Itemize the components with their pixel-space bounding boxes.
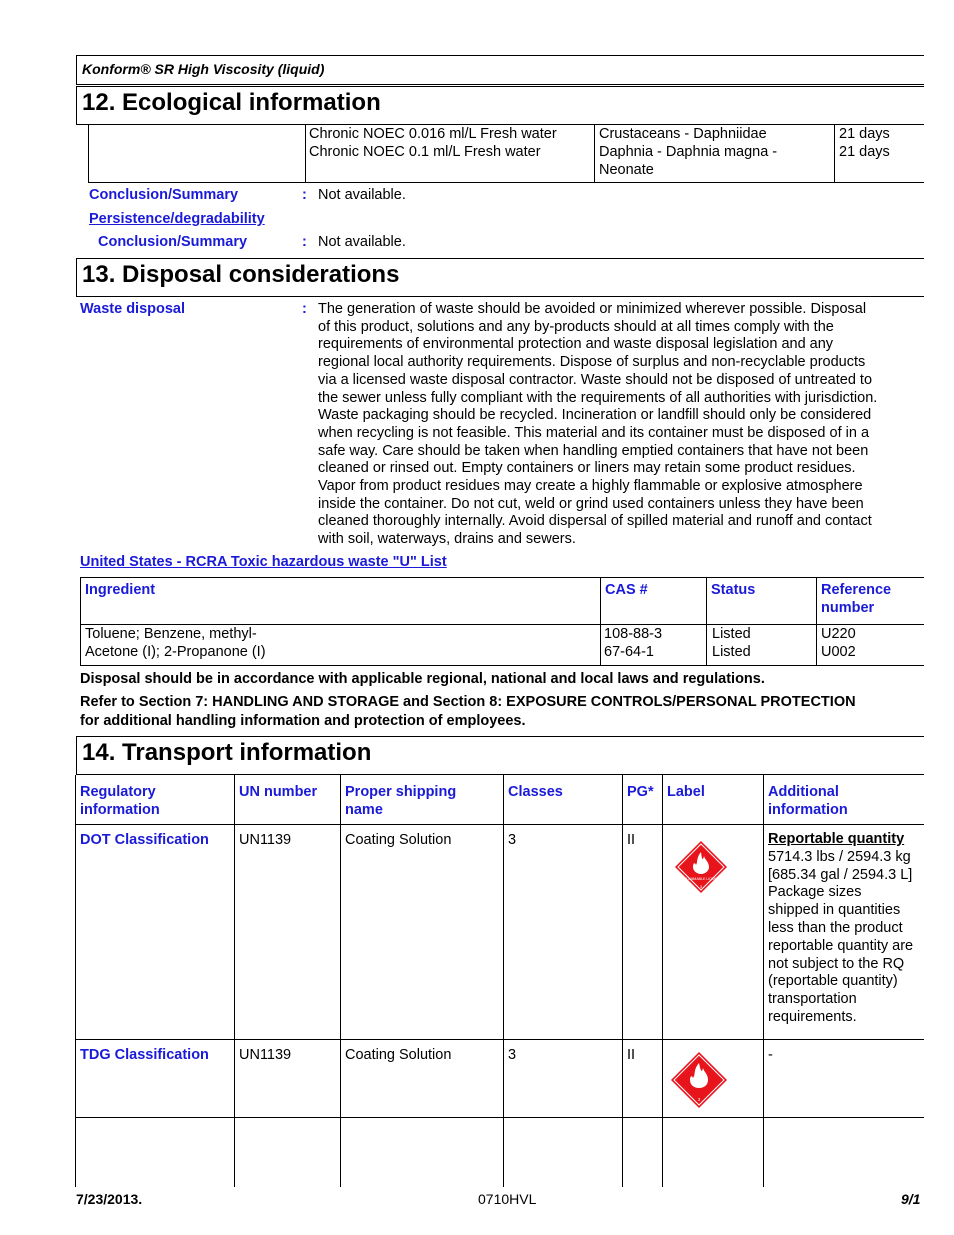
rcra-list-title: United States - RCRA Toxic hazardous waste "U" List [80, 554, 447, 570]
persistence-conclusion-value: Not available. [318, 234, 406, 250]
transport-header-label: Label [667, 784, 705, 800]
product-header [76, 55, 924, 85]
persistence-label: Persistence/degradability [89, 211, 265, 227]
waste-disposal-label: Waste disposal [80, 301, 186, 317]
transport-header-classes: Classes [508, 784, 563, 800]
colon: : [302, 234, 307, 250]
tdg-additional: - [768, 1047, 773, 1063]
rcra-header-ingredient: Ingredient [85, 582, 156, 598]
rcra-cas: 108-88-3 67-64-1 [604, 626, 663, 660]
dot-classes: 3 [508, 832, 517, 848]
transport-header-regulatory: Regulatory information [80, 784, 160, 818]
dot-additional: Reportable quantity 5714.3 lbs / 2594.3 kg [685.34 gal / 2594.3 L] Package sizes shipped in quantities less than the product reportable quantity are not subject to the RQ (reportable quantity) transportation requirements. [768, 831, 914, 1025]
transport-header-additional: Additional information [768, 784, 848, 818]
tdg-classification: TDG Classification [80, 1047, 209, 1063]
tdg-psn: Coating Solution [345, 1047, 452, 1063]
dot-classification: DOT Classification [80, 832, 209, 848]
tdg-classes: 3 [508, 1047, 517, 1063]
rcra-status: Listed Listed [712, 626, 751, 660]
conclusion-value: Not available. [318, 187, 406, 203]
section-13-title: 13. Disposal considerations [76, 258, 924, 297]
rcra-header-cas: CAS # [605, 582, 648, 598]
colon: : [302, 187, 307, 203]
svg-text:3: 3 [699, 884, 703, 889]
svg-text:FLAMMABLE LIQUID: FLAMMABLE LIQUID [684, 877, 718, 881]
eco-result: Chronic NOEC 0.016 ml/L Fresh water Chronic NOEC 0.1 ml/L Fresh water [309, 126, 557, 160]
section-12-title: 12. Ecological information [76, 86, 924, 125]
flammable-class3-icon [670, 1051, 728, 1109]
section-14-title: 14. Transport information [76, 736, 924, 775]
eco-exposure: 21 days 21 days [839, 126, 890, 160]
dot-pg: II [627, 832, 636, 848]
transport-header-pg: PG* [627, 784, 654, 800]
footer-code: 0710HVL [478, 1191, 537, 1207]
waste-disposal-text: The generation of waste should be avoided or minimized wherever possible. Disposal of this product, solutions and any by-products should at all times comply with the requirements of environmental protection and waste disposal legislation and any regional local authority requirements. Dispose of surplus and non-recyclable products via a licensed waste disposal contractor. Waste should not be disposed of untreated to the sewer unless fully compliant with the requirements of all authorities with jurisdiction. Waste packaging should be recycled. Incineration or landfill should only be considered when recycling is not feasible. This material and its container must be disposed of in a safe way. Care should be taken when handling emptied containers that have not been cleaned or rinsed out. Empty containers or liners may retain some product residues. Vapor from product residues may create a highly flammable or explosive atmosphere inside the container. Do not cut, weld or grind used containers unless they have been cleaned thoroughly internally. Avoid dispersal of spilled material and runoff and contact with soil, waterways, drains and sewers. [318, 301, 878, 548]
conclusion-label: Conclusion/Summary [89, 187, 239, 203]
svg-text:3: 3 [697, 1097, 701, 1102]
rcra-header-reference: Reference number [821, 582, 892, 616]
product-name: Konform® SR High Viscosity (liquid) [82, 61, 325, 77]
rcra-ref: U220 U002 [821, 626, 856, 660]
dot-un: UN1139 [239, 832, 292, 848]
footer-page: 9/1 [901, 1191, 921, 1207]
persistence-conclusion-label: Conclusion/Summary [98, 234, 248, 250]
colon: : [302, 301, 307, 317]
transport-header-un: UN number [239, 784, 318, 800]
flammable-liquid-icon [674, 840, 728, 894]
eco-species: Crustaceans - Daphniidae Daphnia - Daphnia magna - Neonate [599, 126, 778, 178]
dot-psn: Coating Solution [345, 832, 452, 848]
transport-header-psn: Proper shipping name [345, 784, 457, 818]
rcra-header-status: Status [711, 582, 756, 598]
tdg-pg: II [627, 1047, 636, 1063]
disposal-note: Disposal should be in accordance with applicable regional, national and local laws and regulations. [80, 671, 765, 687]
footer-date: 7/23/2013. [76, 1191, 143, 1207]
tdg-un: UN1139 [239, 1047, 292, 1063]
refer-note: Refer to Section 7: HANDLING AND STORAGE and Section 8: EXPOSURE CONTROLS/PERSONAL PROTECTION for additional handling information and protection of employees. [80, 694, 856, 729]
rcra-ingredients: Toluene; Benzene, methyl- Acetone (I); 2-Propanone (I) [85, 626, 266, 660]
